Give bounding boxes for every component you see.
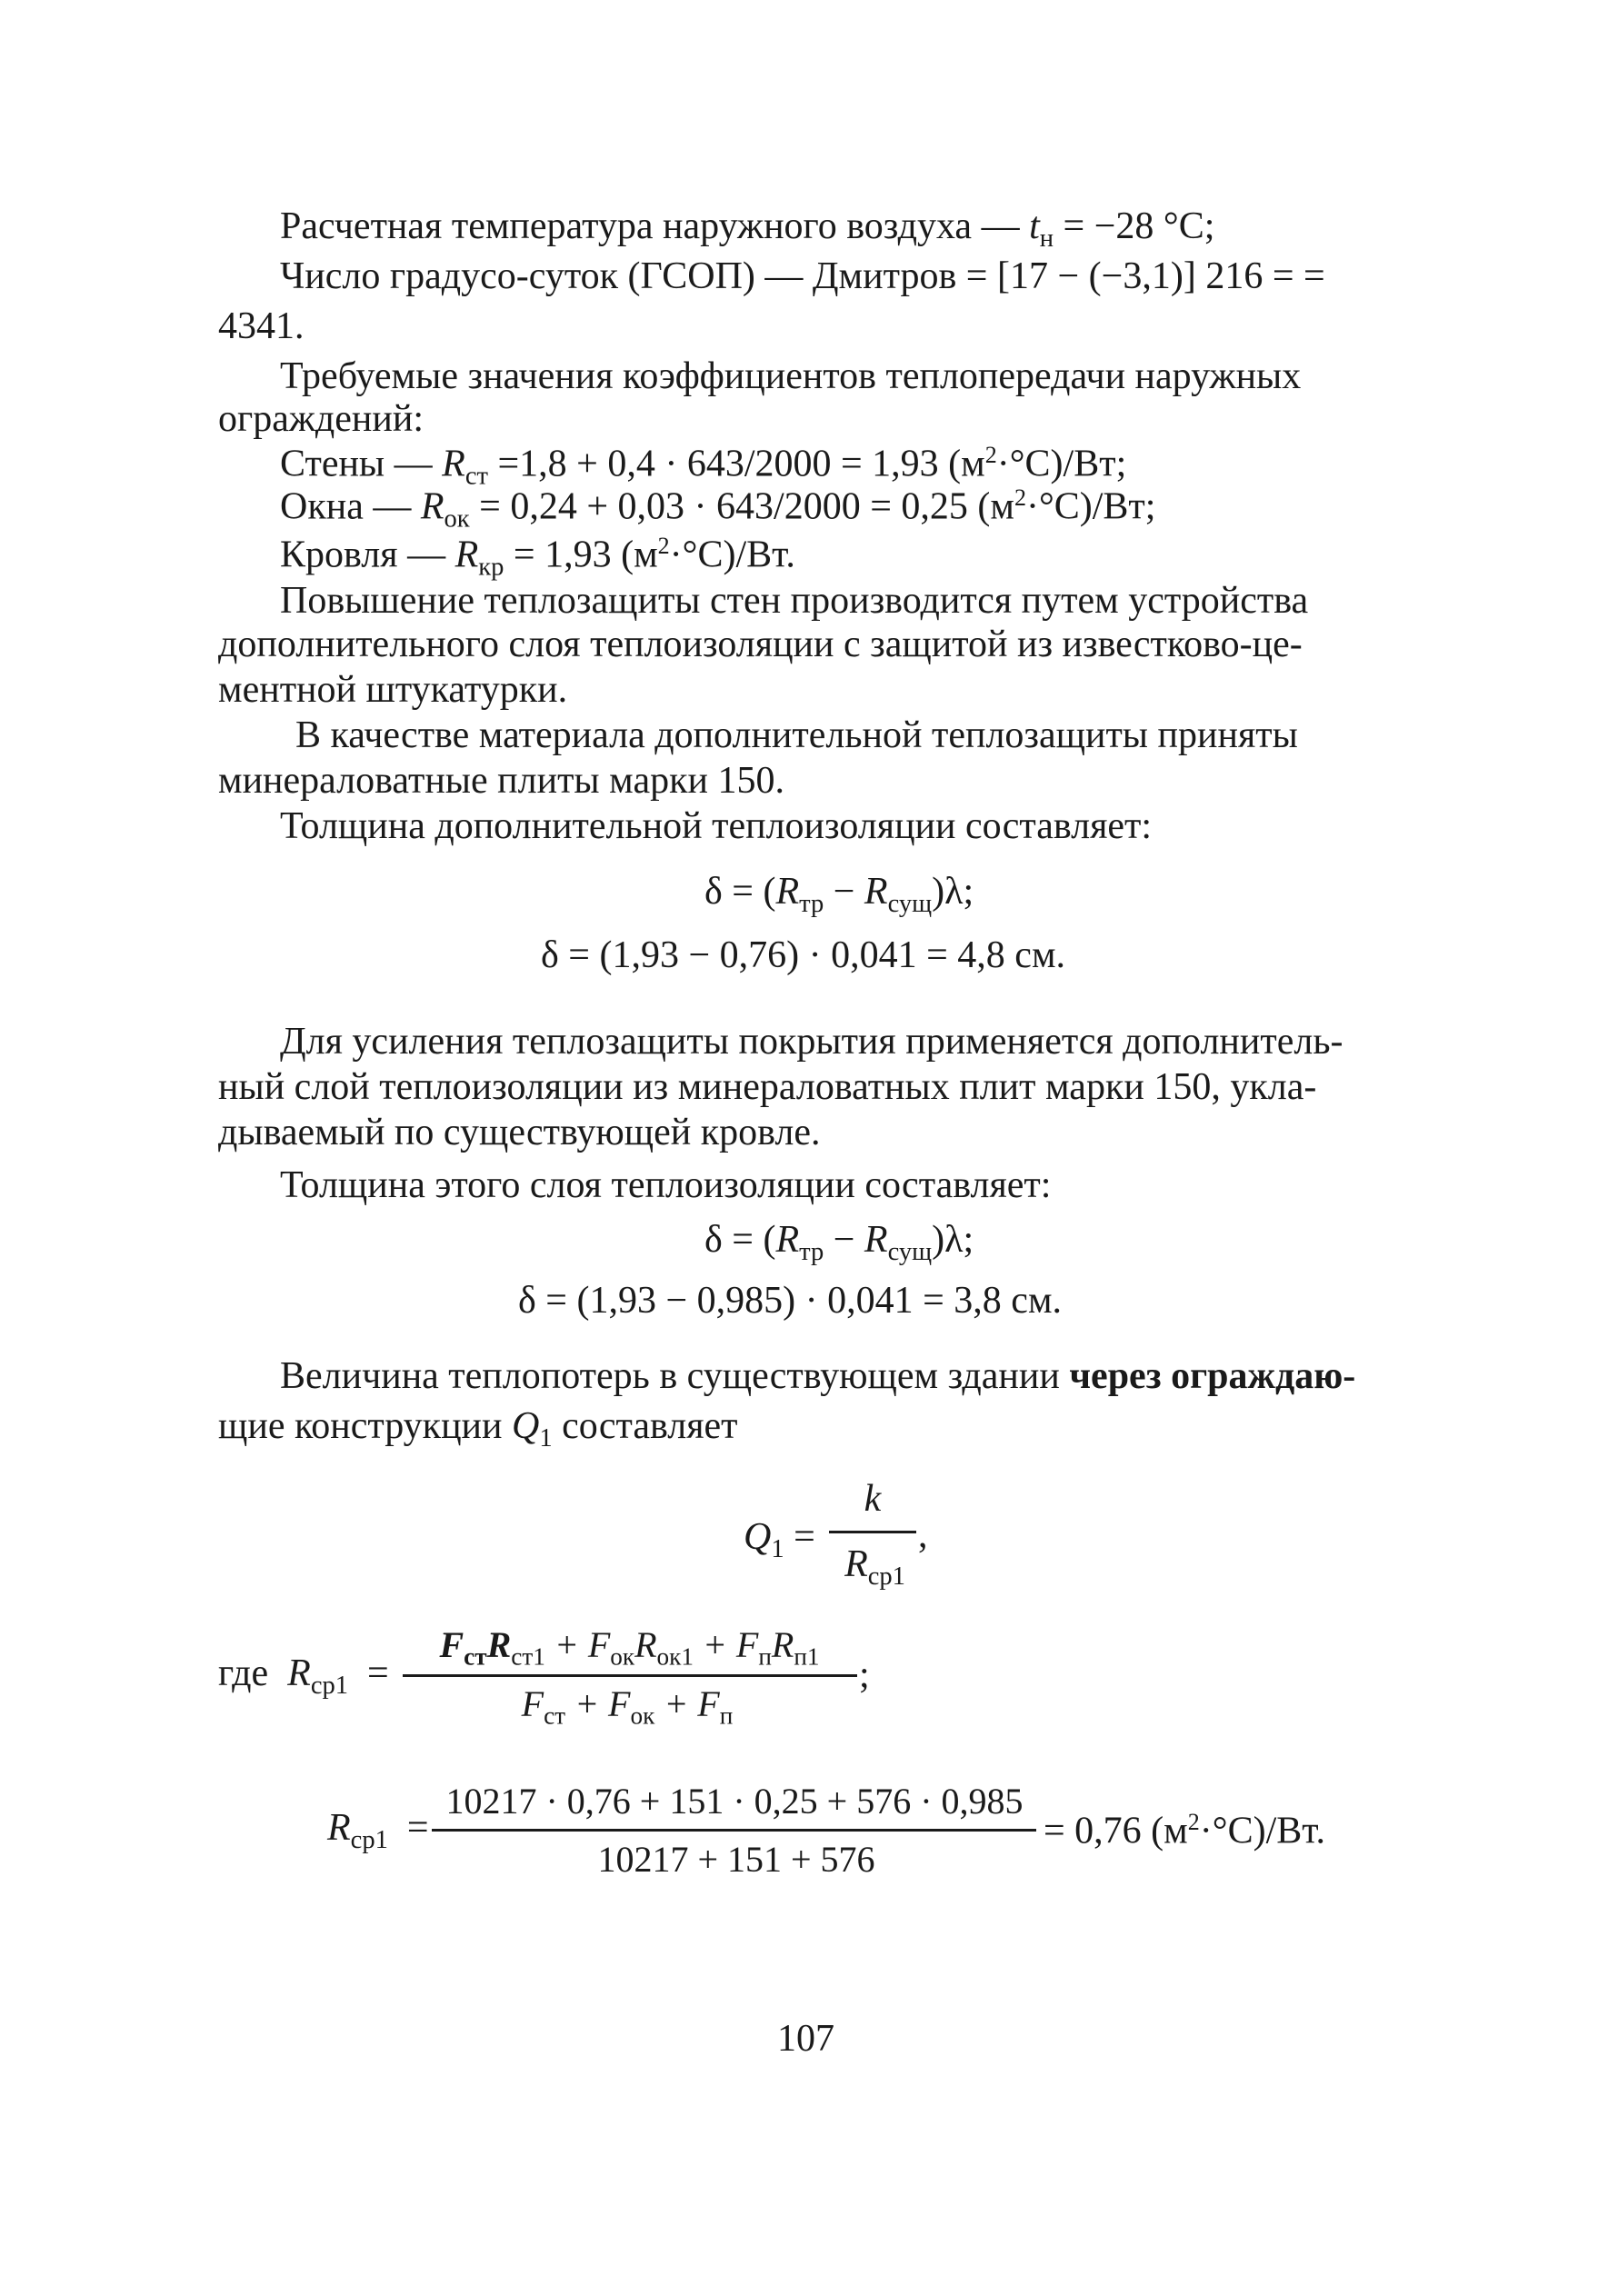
formula-rcp-denominator: $F_{ст} + F_{ок} + F_п$ bbox=[521, 1683, 734, 1730]
formula-rcp-tail: ; bbox=[859, 1654, 870, 1696]
text-line-walls: Стены — $R_{ст} =1,8 + 0,4 \cdot 643/2000 = 1,93$ $(м^2\cdot^\circ С)/Вт$; bbox=[280, 442, 1127, 491]
formula-rcp-lhs: где $R_{ср1}$ = bbox=[218, 1652, 389, 1701]
formula-q-denominator: $R_{ср1}$ bbox=[844, 1543, 905, 1592]
text-line: Величина теплопотерь в существующем здании через ограждаю- bbox=[280, 1355, 1356, 1397]
text-line: Требуемые значения коэффициентов теплопередачи наружных bbox=[280, 355, 1302, 397]
page-number: 107 bbox=[777, 2018, 834, 2060]
text-line: ментной штукатурки. bbox=[218, 669, 568, 711]
formula-delta-value: δ = (1,93 − 0,76) · 0,041 = 4,8 см. bbox=[541, 934, 1066, 976]
text-line: Повышение теплозащиты стен производится путем устройства bbox=[280, 580, 1309, 622]
text-line-windows: Окна — $R_{ок} = 0,24 + 0,03 \cdot 643/2000 = 0,25$ $(м^2\cdot^\circ С)/Вт$; bbox=[280, 484, 1156, 534]
text-line-roof: Кровля — $R_{кр} = 1,93$ $(м^2\cdot^\circ С)/Вт$. bbox=[280, 533, 795, 582]
formula-q-lhs: $Q_1$ = bbox=[744, 1516, 815, 1564]
text-line: дополнительного слоя теплоизоляции с защитой из известково-це- bbox=[218, 624, 1303, 665]
formula-delta: $\delta = (R_{тр} - R_{сущ})\lambda$; bbox=[704, 871, 974, 919]
text-line: Толщина дополнительной теплоизоляции составляет: bbox=[280, 805, 1153, 847]
text-line: Для усиления теплозащиты покрытия применяется дополнитель- bbox=[280, 1021, 1343, 1063]
fraction-bar bbox=[829, 1531, 916, 1533]
text-line: минераловатные плиты марки 150. bbox=[218, 760, 784, 802]
formula-rcp-numerator: $F_{ст}R_{ст1} + F_{ок}R_{ок1} + F_пR_{п1}$ bbox=[439, 1624, 820, 1671]
text-line: В качестве материала дополнительной теплозащиты приняты bbox=[295, 714, 1298, 756]
text-line: щие конструкции $Q_1$ составляет bbox=[218, 1405, 738, 1453]
text-line: Число градусо-суток (ГСОП) — Дмитров = [17 − (−3,1)] 216 = = bbox=[280, 255, 1325, 297]
formula-num-result: = 0,76 $(м^2\cdot^\circ С)/Вт$. bbox=[1044, 1809, 1325, 1852]
text-line: Толщина этого слоя теплоизоляции составляет: bbox=[280, 1164, 1052, 1206]
formula-q-numerator: k bbox=[864, 1478, 882, 1520]
formula-delta-value: δ = (1,93 − 0,985) · 0,041 = 3,8 см. bbox=[518, 1280, 1063, 1322]
text-line: ный слой теплоизоляции из минераловатных плит марки 150, укла- bbox=[218, 1066, 1317, 1108]
formula-q-tail: , bbox=[918, 1514, 928, 1556]
text-line: 4341. bbox=[218, 305, 305, 347]
text-line: дываемый по существующей кровле. bbox=[218, 1112, 821, 1153]
text-line: ограждений: bbox=[218, 398, 424, 440]
fraction-bar bbox=[432, 1829, 1036, 1832]
formula-num-numerator: 10217 · 0,76 + 151 · 0,25 + 576 · 0,985 bbox=[445, 1781, 1024, 1822]
formula-num-denominator: 10217 + 151 + 576 bbox=[597, 1839, 875, 1880]
text-line: Расчетная температура наружного воздуха — $t_н = -28$ °С; bbox=[280, 205, 1215, 254]
formula-delta: $\delta = (R_{тр} - R_{сущ})\lambda$; bbox=[704, 1219, 974, 1267]
fraction-bar bbox=[403, 1674, 857, 1677]
formula-num-lhs: $R_{ср1}$ = bbox=[327, 1807, 429, 1855]
